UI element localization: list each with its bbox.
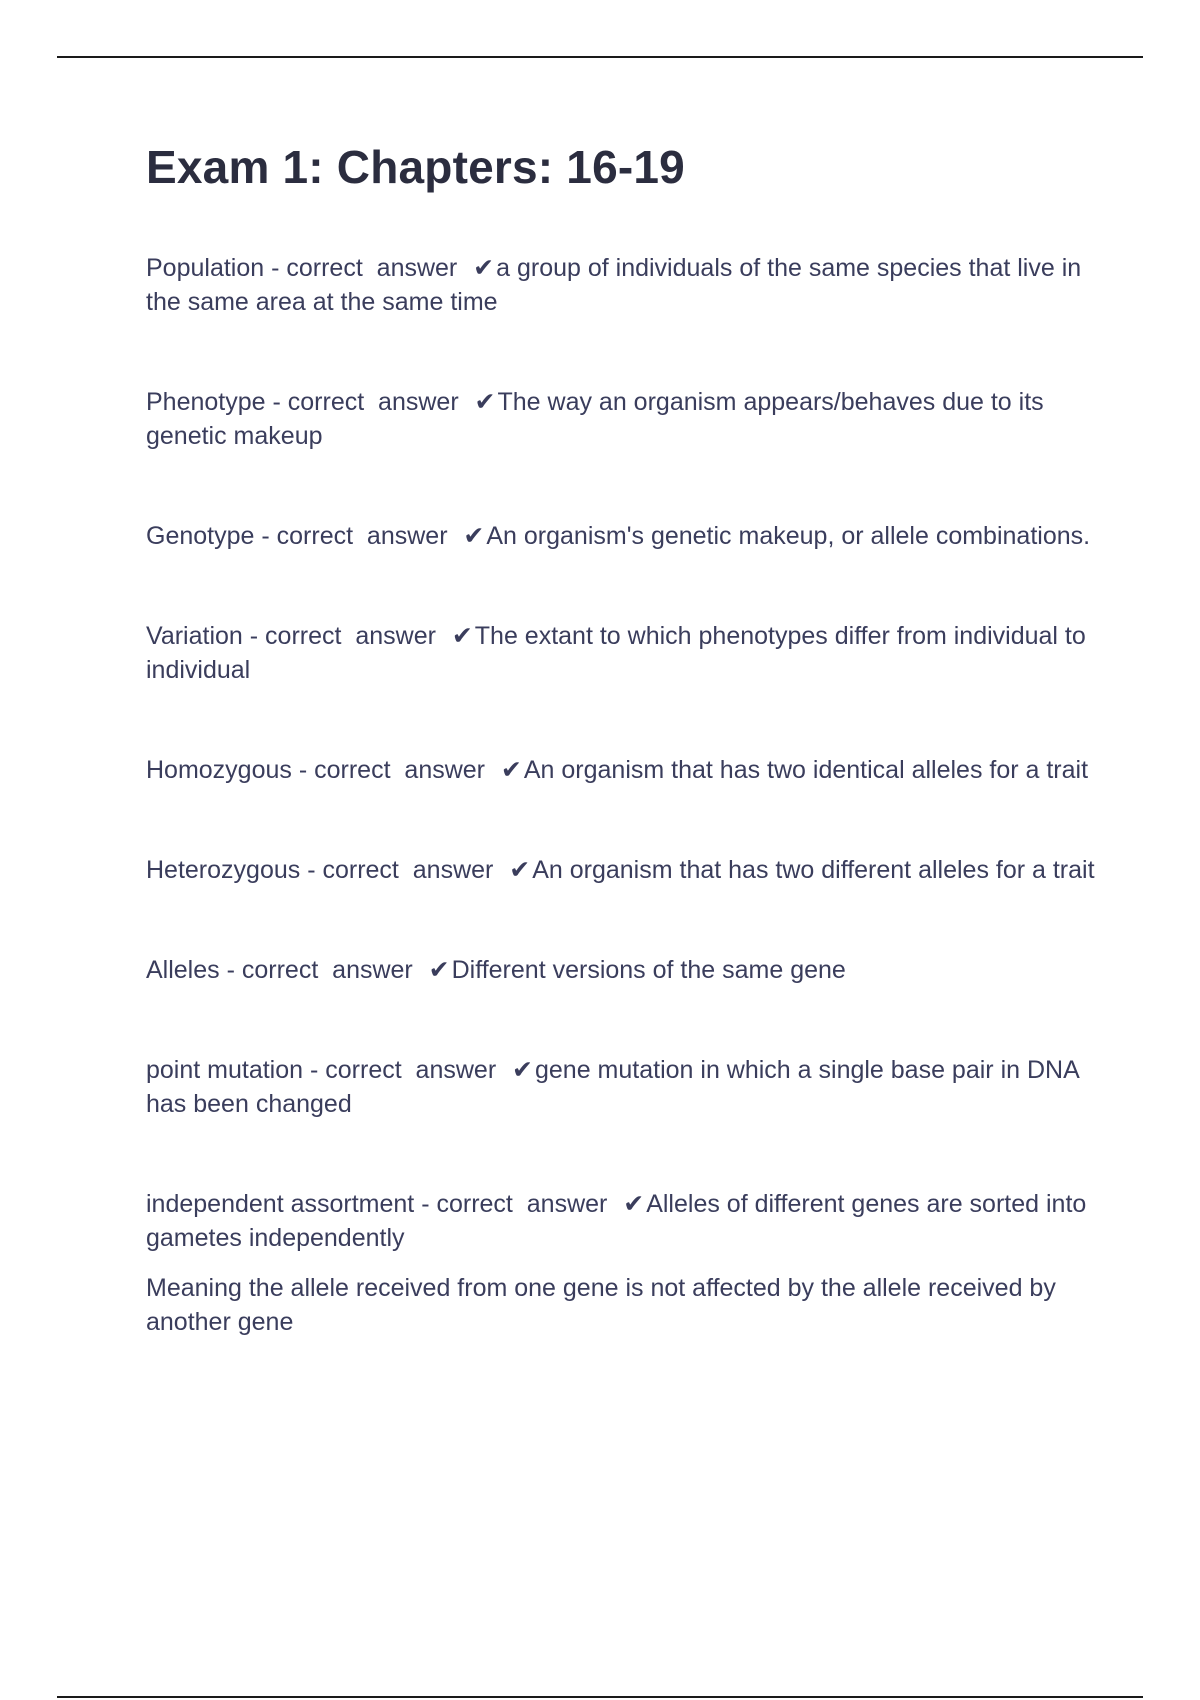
flashcard-entry	[146, 619, 1096, 687]
entry-definition: gene mutation in which a single base pair in DNA has been changed	[146, 1056, 1079, 1119]
entry-term: Homozygous	[146, 756, 292, 785]
check-icon: ✔	[428, 956, 450, 985]
entry-separator: - correct answer	[254, 522, 462, 551]
entry-term: Population	[146, 254, 265, 283]
flashcard-entry	[146, 953, 1096, 987]
flashcard-entry	[146, 1187, 1096, 1339]
entry-separator: - correct answer	[300, 856, 508, 885]
check-icon: ✔	[473, 254, 495, 283]
entry-definition: An organism that has two different alleles for a trait	[532, 856, 1095, 885]
entry-continuation: Meaning the allele received from one gene is not affected by the allele received by another gene	[146, 1274, 1056, 1337]
entry-separator: - correct answer	[264, 254, 472, 283]
entry-definition: Alleles of different genes are sorted into gametes independently	[146, 1190, 1087, 1253]
bottom-rule	[57, 1696, 1143, 1698]
entry-separator: - correct answer	[242, 622, 450, 651]
check-icon: ✔	[451, 622, 473, 651]
entry-term: point mutation	[146, 1056, 304, 1085]
entry-separator: - correct answer	[265, 388, 473, 417]
document-body	[146, 140, 1096, 1405]
entry-definition: The extant to which phenotypes differ from individual to individual	[146, 622, 1086, 685]
entry-separator: - correct answer	[303, 1056, 511, 1085]
flashcard-entry	[146, 251, 1096, 319]
check-icon: ✔	[474, 388, 496, 417]
entry-term: Alleles	[146, 956, 220, 985]
top-rule	[57, 56, 1143, 58]
page-title: Exam 1: Chapters: 16-19	[146, 141, 685, 193]
entry-term: Heterozygous	[146, 856, 301, 885]
flashcard-entry	[146, 385, 1096, 453]
flashcard-entry	[146, 753, 1096, 787]
check-icon: ✔	[509, 856, 531, 885]
check-icon: ✔	[500, 756, 522, 785]
entry-definition: The way an organism appears/behaves due to its genetic makeup	[146, 388, 1044, 451]
entry-separator: - correct answer	[291, 756, 499, 785]
entry-separator: - correct answer	[219, 956, 427, 985]
entry-definition: a group of individuals of the same species that live in the same area at the same time	[146, 254, 1082, 317]
entry-separator: - correct answer	[414, 1190, 622, 1219]
flashcard-entry	[146, 853, 1096, 887]
check-icon: ✔	[512, 1056, 533, 1085]
entry-definition: An organism that has two identical alleles for a trait	[523, 756, 1089, 785]
entry-term: Variation	[146, 622, 243, 651]
flashcard-entry	[146, 1053, 1096, 1121]
check-icon: ✔	[623, 1190, 645, 1219]
entry-term: Genotype	[146, 522, 255, 551]
flashcard-entry	[146, 519, 1096, 553]
flashcard-list	[146, 251, 1096, 1339]
entry-definition: Different versions of the same gene	[451, 956, 846, 985]
entry-term: independent assortment	[146, 1190, 415, 1219]
entry-definition: An organism's genetic makeup, or allele combinations.	[486, 522, 1091, 551]
entry-term: Phenotype	[146, 388, 266, 417]
check-icon: ✔	[463, 522, 485, 551]
